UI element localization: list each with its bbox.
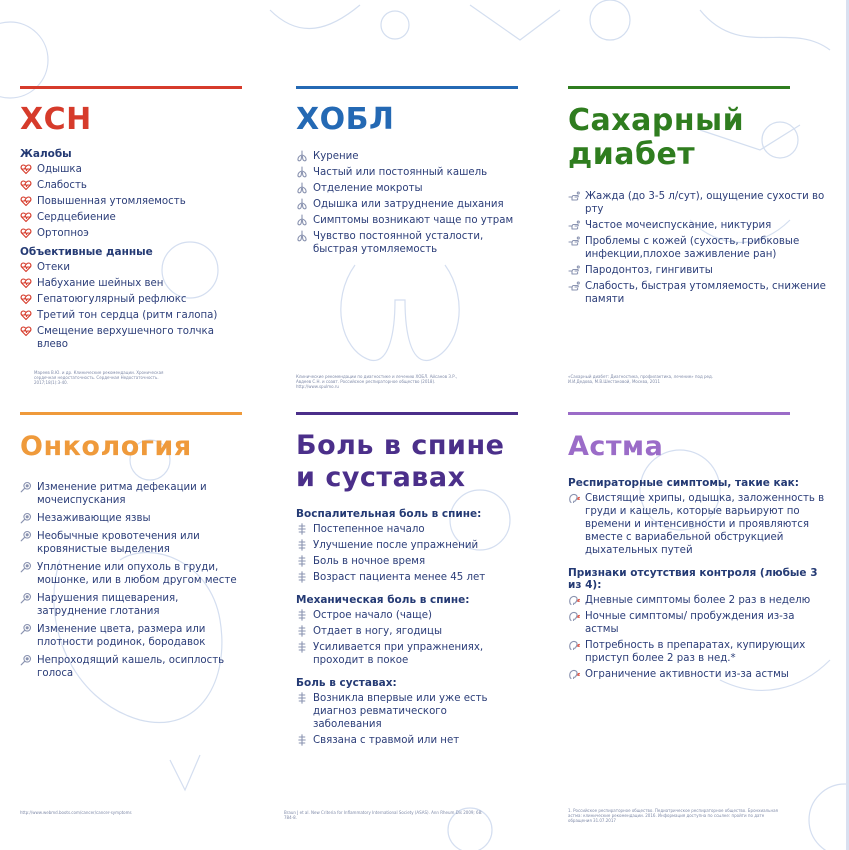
- diabetes-title: [568, 104, 830, 172]
- xsn-item-text: Слабость: [37, 180, 87, 191]
- list-item: [568, 668, 830, 681]
- asthma-footnote: 1. Российское респираторное общество. Педиатрическое респираторное общество. Бронхиальная астма: клинические рекомендации. 2016. Информация доступна по ссылке: пройти по дате обращения 31.07.2017: [568, 808, 778, 823]
- heart-icon: [20, 325, 32, 337]
- lungs-icon: [296, 182, 308, 194]
- onco-title: Онкология: [20, 431, 192, 462]
- heart-icon: [20, 163, 32, 175]
- magnifier-icon: [20, 623, 32, 635]
- magnifier-icon: [20, 561, 32, 573]
- xobl-item-text: Одышка или затруднение дыхания: [313, 199, 504, 210]
- spine-icon: [296, 641, 308, 653]
- diabetes-item-text: Жажда (до 3-5 л/сут), ощущение сухости во рту: [585, 191, 825, 215]
- list-item: [296, 166, 518, 179]
- xobl-title: ХОБЛ: [296, 102, 395, 137]
- asthma-item-text: Ночные симптомы/ пробуждения из-за астмы: [585, 611, 795, 635]
- list-item: [568, 190, 830, 216]
- xsn-item-text: Одышка: [37, 164, 82, 175]
- list-item: [568, 594, 830, 607]
- onco-footnote: http://www.webmd.boots.com/cancer/cancer-symptoms: [20, 810, 132, 815]
- back-section-heading: Воспалительная боль в спине:: [296, 508, 482, 520]
- asthma-color-bar: [568, 412, 790, 415]
- back-item-text: Боль в ночное время: [313, 556, 426, 567]
- spine-icon: [296, 539, 308, 551]
- xsn-footnote: Мареев В.Ю. и др. Клинические рекомендации. Хроническая сердечная недостаточность. Сердечная Недостаточность. 2017;18(1):3-40.: [34, 370, 164, 385]
- list-item: [296, 641, 518, 667]
- list-item: [568, 280, 830, 306]
- spine-icon: [296, 523, 308, 535]
- xsn-list: [20, 261, 242, 351]
- list-item: [20, 654, 242, 680]
- asthma-list: [568, 594, 830, 681]
- list-item: [20, 211, 242, 224]
- xobl-item-text: Частый или постоянный кашель: [313, 167, 488, 178]
- xsn-section: [20, 148, 242, 240]
- asthma-section: [568, 567, 830, 681]
- heart-icon: [20, 261, 32, 273]
- onco-body: [20, 481, 242, 680]
- onco-item-text: Нарушения пищеварения, затруднение глотания: [37, 593, 179, 617]
- xsn-item-text: Набухание шейных вен: [37, 278, 164, 289]
- list-item: [296, 539, 518, 552]
- back-item-text: Возникла впервые или уже есть диагноз ревматического заболевания: [313, 693, 488, 730]
- lungs-icon: [296, 150, 308, 162]
- onco-item-text: Уплотнение или опухоль в груди, мошонке, или в любом другом месте: [37, 562, 237, 586]
- list-item: [568, 492, 830, 557]
- xsn-section-heading: Объективные данные: [20, 246, 153, 258]
- heart-icon: [20, 309, 32, 321]
- list-item: [20, 277, 242, 290]
- xobl-item-text: Чувство постоянной усталости, быстрая утомляемость: [313, 231, 484, 255]
- back-section-heading: Механическая боль в спине:: [296, 594, 470, 606]
- diabetes-list: [568, 190, 830, 306]
- asthma-body: [568, 477, 830, 681]
- lungs-icon: [296, 198, 308, 210]
- hand-icon: [568, 280, 580, 292]
- back-item-text: Улучшение после упражнений: [313, 540, 479, 551]
- list-item: [20, 293, 242, 306]
- spine-icon: [296, 571, 308, 583]
- list-item: [20, 163, 242, 176]
- diabetes-item-text: Слабость, быстрая утомляемость, снижение памяти: [585, 281, 826, 305]
- card-xsn: [20, 86, 242, 354]
- diabetes-color-bar: [568, 86, 790, 89]
- xobl-item-text: Курение: [313, 151, 359, 162]
- xsn-item-text: Смещение верхушечного толчка влево: [37, 326, 214, 350]
- asthma-item-text: Дневные симптомы более 2 раз в неделю: [585, 595, 811, 606]
- card-diabetes: [568, 86, 830, 309]
- heart-icon: [20, 293, 32, 305]
- spine-icon: [296, 555, 308, 567]
- back-item-text: Постепенное начало: [313, 524, 425, 535]
- magnifier-icon: [20, 512, 32, 524]
- spine-icon: [296, 692, 308, 704]
- xobl-color-bar: [296, 86, 518, 89]
- xobl-footnote: Клинические рекомендации по диагностике и лечению ХОБЛ. Айсанов З.Р., Авдеев С.Н. и соавт. Российское респираторное общество (2018). http://www.spulmo.ru: [296, 374, 458, 389]
- cough-icon: [568, 639, 580, 651]
- back-title-line-1: Боль в спине: [296, 430, 505, 461]
- list-item: [296, 692, 518, 731]
- list-item: [20, 179, 242, 192]
- cough-icon: [568, 492, 580, 504]
- xsn-body: [20, 148, 242, 351]
- xsn-item-text: Гепатоюгулярный рефлюкс: [37, 294, 187, 305]
- heart-icon: [20, 195, 32, 207]
- asthma-section-heading: Респираторные симптомы, такие как:: [568, 477, 800, 489]
- asthma-section: [568, 477, 830, 557]
- list-item: [568, 264, 830, 277]
- diabetes-item-text: Проблемы с кожей (сухость, грибковые инфекции,плохое заживление ран): [585, 236, 800, 260]
- xobl-section: [296, 150, 518, 256]
- xobl-body: [296, 150, 518, 256]
- list-item: [296, 150, 518, 163]
- card-xobl: [296, 86, 518, 259]
- list-item: [20, 325, 242, 351]
- list-item: [296, 523, 518, 536]
- back-item-text: Усиливается при упражнениях, проходит в покое: [313, 642, 484, 666]
- list-item: [296, 182, 518, 195]
- list-item: [296, 555, 518, 568]
- back-item-text: Связана с травмой или нет: [313, 735, 460, 746]
- list-item: [20, 195, 242, 208]
- back-item-text: Возраст пациента менее 45 лет: [313, 572, 486, 583]
- back-section: [296, 594, 518, 667]
- card-back: [296, 412, 518, 750]
- spine-icon: [296, 609, 308, 621]
- magnifier-icon: [20, 592, 32, 604]
- lungs-icon: [296, 166, 308, 178]
- onco-item-text: Незаживающие язвы: [37, 513, 151, 524]
- diabetes-item-text: Пародонтоз, гингивиты: [585, 265, 713, 276]
- heart-icon: [20, 227, 32, 239]
- list-item: [568, 610, 830, 636]
- onco-color-bar: [20, 412, 242, 415]
- xsn-section: [20, 246, 242, 351]
- hand-icon: [568, 235, 580, 247]
- asthma-item-text: Потребность в препаратах, купирующих приступ более 2 раз в нед.*: [585, 640, 806, 664]
- diabetes-section: [568, 190, 830, 306]
- list-item: [20, 227, 242, 240]
- list-item: [296, 609, 518, 622]
- list-item: [20, 623, 242, 649]
- asthma-title: Астма: [568, 431, 664, 462]
- diabetes-item-text: Частое мочеиспускание, никтурия: [585, 220, 772, 231]
- diabetes-title-line-2: диабет: [568, 137, 696, 172]
- list-item: [296, 734, 518, 747]
- lungs-icon: [296, 230, 308, 242]
- xsn-item-text: Сердцебиение: [37, 212, 116, 223]
- heart-icon: [20, 211, 32, 223]
- card-onco: [20, 412, 242, 685]
- diabetes-footnote: «Сахарный диабет: Диагностика, профилактика, лечение» под ред. И.И.Дедова, М.В.Шестаковой, Москва, 2011: [568, 374, 714, 384]
- list-item: [296, 214, 518, 227]
- back-list: [296, 692, 518, 747]
- cough-icon: [568, 668, 580, 680]
- back-color-bar: [296, 412, 518, 415]
- list-item: [20, 261, 242, 274]
- onco-item-text: Необычные кровотечения или кровянистые выделения: [37, 531, 200, 555]
- list-item: [296, 625, 518, 638]
- back-section: [296, 508, 518, 584]
- lungs-icon: [296, 214, 308, 226]
- back-item-text: Острое начало (чаще): [313, 610, 432, 621]
- onco-item-text: Изменение цвета, размера или плотности родинок, бородавок: [37, 624, 206, 648]
- back-title-line-2: и суставах: [296, 462, 466, 493]
- back-item-text: Отдает в ногу, ягодицы: [313, 626, 443, 637]
- asthma-list: [568, 492, 830, 557]
- onco-item-text: Непроходящий кашель, осиплость голоса: [37, 655, 225, 679]
- magnifier-icon: [20, 654, 32, 666]
- magnifier-icon: [20, 530, 32, 542]
- heart-icon: [20, 277, 32, 289]
- back-body: [296, 508, 518, 747]
- diabetes-body: [568, 190, 830, 306]
- back-list: [296, 523, 518, 584]
- list-item: [296, 571, 518, 584]
- back-footnote: Braun J et al. New Criteria for Inflammatory International Society (ASAS). Ann Rheum Dis 2009; 68: 784-8.: [284, 810, 483, 820]
- xsn-section-heading: Жалобы: [20, 148, 72, 160]
- list-item: [20, 512, 242, 525]
- list-item: [296, 198, 518, 211]
- asthma-item-text: Свистящие хрипы, одышка, заложенность в груди и кашель, которые варьируют по времени и интенсивности и проявляются вместе с вариабельной обструкцией дыхательных путей: [585, 493, 825, 556]
- xobl-list: [296, 150, 518, 256]
- back-list: [296, 609, 518, 667]
- card-asthma: [568, 412, 830, 684]
- list-item: [296, 230, 518, 256]
- cough-icon: [568, 610, 580, 622]
- back-section: [296, 677, 518, 747]
- back-section-heading: Боль в суставах:: [296, 677, 397, 689]
- xsn-item-text: Повышенная утомляемость: [37, 196, 186, 207]
- xsn-color-bar: [20, 86, 242, 89]
- list-item: [20, 481, 242, 507]
- hand-icon: [568, 219, 580, 231]
- cough-icon: [568, 594, 580, 606]
- list-item: [568, 235, 830, 261]
- onco-section: [20, 481, 242, 680]
- asthma-section-heading: Признаки отсутствия контроля (любые 3 из 4):: [568, 567, 818, 591]
- hand-icon: [568, 264, 580, 276]
- back-title: [296, 430, 518, 494]
- onco-list: [20, 481, 242, 680]
- list-item: [20, 561, 242, 587]
- xobl-item-text: Отделение мокроты: [313, 183, 423, 194]
- hand-icon: [568, 190, 580, 202]
- onco-item-text: Изменение ритма дефекации и мочеиспускания: [37, 482, 207, 506]
- magnifier-icon: [20, 481, 32, 493]
- spine-icon: [296, 734, 308, 746]
- list-item: [568, 219, 830, 232]
- spine-icon: [296, 625, 308, 637]
- list-item: [20, 530, 242, 556]
- list-item: [568, 639, 830, 665]
- xsn-item-text: Ортопноэ: [37, 228, 89, 239]
- xsn-title: ХСН: [20, 102, 92, 137]
- diabetes-title-line-1: Сахарный: [568, 103, 745, 138]
- asthma-item-text: Ограничение активности из-за астмы: [585, 669, 789, 680]
- xobl-item-text: Симптомы возникают чаще по утрам: [313, 215, 514, 226]
- list-item: [20, 592, 242, 618]
- list-item: [20, 309, 242, 322]
- xsn-list: [20, 163, 242, 240]
- heart-icon: [20, 179, 32, 191]
- xsn-item-text: Третий тон сердца (ритм галопа): [37, 310, 218, 321]
- xsn-item-text: Отеки: [37, 262, 70, 273]
